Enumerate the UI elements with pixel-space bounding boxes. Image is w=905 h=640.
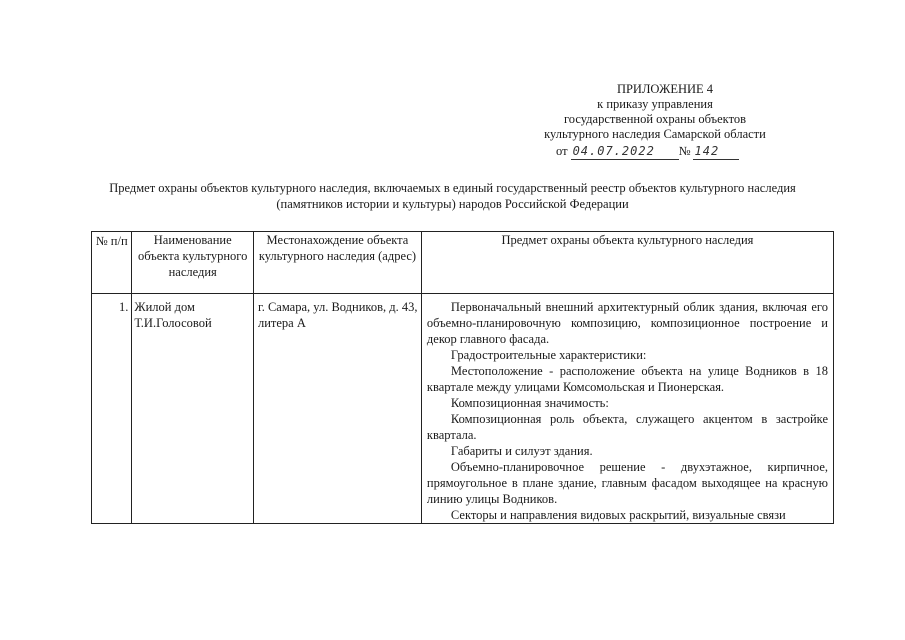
header-protection-subject: Предмет охраны объекта культурного наследия [421,232,833,294]
paragraph: Первоначальный внешний архитектурный облик здания, включая его объемно-планировочную композицию, композиционное построение и декор главного фасада. [426,300,828,346]
paragraph: Секторы и направления видовых раскрытий, визуальные связи [450,508,786,522]
order-date-line [556,143,739,160]
document-heading: Предмет охраны объектов культурного наследия, включаемых в единый государственный реестр объектов культурного наследия (памятников истории и культуры) народов Российской Федерации [109,181,796,211]
paragraph: Местоположение - расположение объекта на улице Водников в 18 квартале между улицами Комсомольская и Пионерская. [426,364,828,394]
table-header-row [92,232,834,294]
paragraph: Композиционная роль объекта, служащего акцентом в застройке квартала. [426,412,828,442]
paragraph: Габариты и силуэт здания. [450,444,593,458]
protection-subject-table [91,231,834,524]
paragraph: Композиционная значимость: [450,396,609,410]
row-number: 1. [92,294,132,524]
paragraph: Объемно-планировочное решение - двухэтажное, кирпичное, прямоугольное в плане здание, главным фасадом выходящее на красную линию улицы Водников. [426,460,828,506]
row-protection-subject [421,294,833,524]
annex-title: ПРИЛОЖЕНИЕ 4 [616,82,714,96]
paragraph: Градостроительные характеристики: [450,348,647,362]
header-number: № п/п [92,232,132,294]
annex-line: культурного наследия Самарской области [544,127,766,141]
date-prefix: от [556,144,568,158]
annex-line: государственной охраны объектов [563,112,747,126]
handwritten-date: 04.07.2022 [571,143,679,160]
header-address: Местонахождение объекта культурного наследия (адрес) [253,232,421,294]
handwritten-number: 142 [693,143,739,160]
number-prefix: № [678,144,691,158]
row-object-name: Жилой дом Т.И.Голосовой [132,294,254,524]
row-address: г. Самара, ул. Водников, д. 43, литера А [253,294,421,524]
annex-block [500,82,810,142]
annex-line: к приказу управления [597,97,713,111]
header-object-name: Наименование объекта культурного наследия [132,232,254,294]
table-row [92,294,834,524]
